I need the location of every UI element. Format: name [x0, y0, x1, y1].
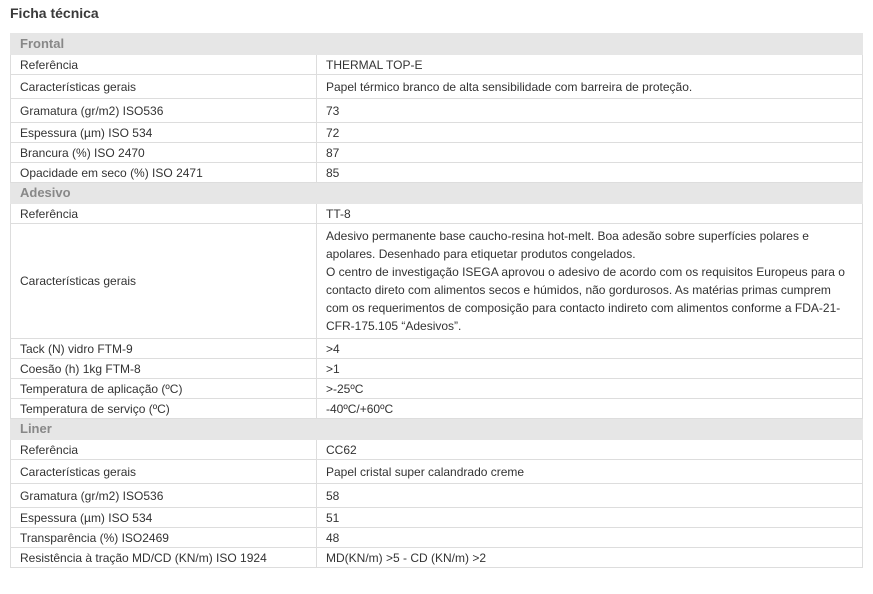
table-row — [11, 55, 863, 75]
row-label: Referência — [11, 55, 317, 75]
row-label: Opacidade em seco (%) ISO 2471 — [11, 163, 317, 183]
table-row — [11, 143, 863, 163]
section-title: Liner — [11, 419, 863, 440]
section-header-frontal — [11, 34, 863, 55]
table-row — [11, 123, 863, 143]
row-value: >4 — [317, 339, 863, 359]
table-row — [11, 204, 863, 224]
row-value: -40ºC/+60ºC — [317, 399, 863, 419]
row-value: >1 — [317, 359, 863, 379]
table-row — [11, 528, 863, 548]
row-label: Características gerais — [11, 460, 317, 484]
row-value: 51 — [317, 508, 863, 528]
table-row — [11, 484, 863, 508]
row-value: Papel cristal super calandrado creme — [317, 460, 863, 484]
row-value: Papel térmico branco de alta sensibilidade com barreira de proteção. — [317, 75, 863, 99]
table-row — [11, 99, 863, 123]
row-label: Espessura (µm) ISO 534 — [11, 123, 317, 143]
row-label: Temperatura de aplicação (ºC) — [11, 379, 317, 399]
row-value: CC62 — [317, 440, 863, 460]
row-value: THERMAL TOP-E — [317, 55, 863, 75]
table-row — [11, 339, 863, 359]
row-label: Espessura (µm) ISO 534 — [11, 508, 317, 528]
row-value: Adesivo permanente base caucho-resina hot-melt. Boa adesão sobre superfícies polares e apolares. Desenhado para etiquetar produtos congelados. O centro de investigação ISEGA aprovou o adesivo de acordo com os requisitos Europeus para o contacto direto com alimentos secos e húmidos, não gordurosos. As matérias primas cumprem com os requerimentos de composição para contacto indireto com alimentos conforme a FDA-21- CFR-175.105 “Adesivos”. — [317, 224, 863, 339]
table-row — [11, 460, 863, 484]
row-value: 48 — [317, 528, 863, 548]
row-label: Referência — [11, 440, 317, 460]
row-value: TT-8 — [317, 204, 863, 224]
section-title: Adesivo — [11, 183, 863, 204]
row-label: Características gerais — [11, 75, 317, 99]
row-value: >-25ºC — [317, 379, 863, 399]
table-row — [11, 440, 863, 460]
table-row — [11, 75, 863, 99]
row-label: Referência — [11, 204, 317, 224]
table-row — [11, 359, 863, 379]
row-label: Brancura (%) ISO 2470 — [11, 143, 317, 163]
table-row — [11, 379, 863, 399]
section-title: Frontal — [11, 34, 863, 55]
row-label: Temperatura de serviço (ºC) — [11, 399, 317, 419]
section-header-adesivo — [11, 183, 863, 204]
row-label: Transparência (%) ISO2469 — [11, 528, 317, 548]
row-value: 73 — [317, 99, 863, 123]
page-title: Ficha técnica — [10, 5, 99, 21]
row-label: Características gerais — [11, 224, 317, 339]
table-row — [11, 508, 863, 528]
row-value: MD(KN/m) >5 - CD (KN/m) >2 — [317, 548, 863, 568]
row-label: Tack (N) vidro FTM-9 — [11, 339, 317, 359]
row-label: Resistência à tração MD/CD (KN/m) ISO 1924 — [11, 548, 317, 568]
table-row — [11, 163, 863, 183]
table-row — [11, 224, 863, 339]
row-label: Gramatura (gr/m2) ISO536 — [11, 99, 317, 123]
row-label: Coesão (h) 1kg FTM-8 — [11, 359, 317, 379]
technical-spec-table — [10, 33, 863, 568]
table-row — [11, 399, 863, 419]
row-value: 72 — [317, 123, 863, 143]
section-header-liner — [11, 419, 863, 440]
table-row — [11, 548, 863, 568]
row-label: Gramatura (gr/m2) ISO536 — [11, 484, 317, 508]
row-value: 85 — [317, 163, 863, 183]
row-value: 87 — [317, 143, 863, 163]
row-value: 58 — [317, 484, 863, 508]
